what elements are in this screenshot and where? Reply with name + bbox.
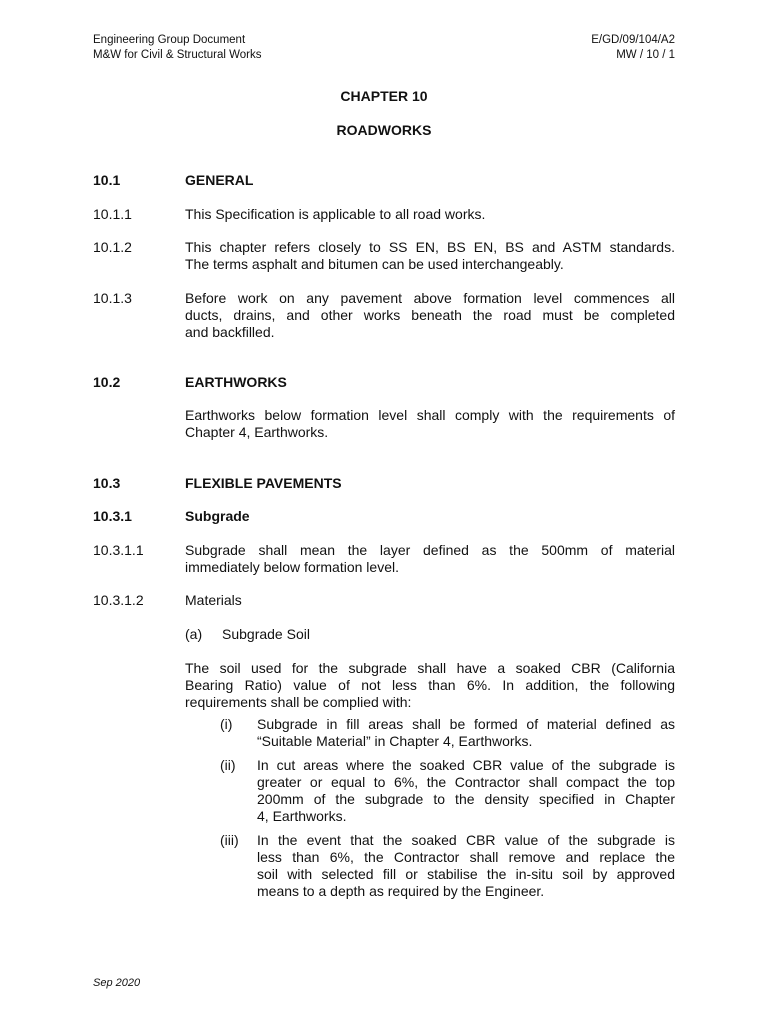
clause-text (185, 407, 675, 441)
footer-date: Sep 2020 (93, 977, 141, 989)
clause-heading: Materials (185, 592, 242, 608)
section-number: 10.1 (93, 172, 121, 188)
text-line: ducts, drains, and other works beneath the road must be completed (185, 307, 675, 323)
list-item-label: (i) (220, 716, 233, 732)
list-item-text (257, 757, 675, 825)
section-heading: GENERAL (185, 172, 254, 188)
text-line: This chapter refers closely to SS EN, BS EN, BS and ASTM standards. (185, 239, 675, 255)
text-line: requirements shall be complied with: (185, 694, 412, 710)
text-line: The terms asphalt and bitumen can be used interchangeably. (185, 256, 564, 272)
text-line: Bearing Ratio) value of not less than 6%. In addition, the following (185, 677, 675, 693)
text-line: In cut areas where the soaked CBR value of the subgrade is (257, 757, 675, 773)
header-left (93, 33, 261, 63)
text-line: Subgrade in fill areas shall be formed of material defined as (257, 716, 675, 732)
text-line: means to a depth as required by the Engineer. (257, 883, 545, 899)
header-doc-code: E/GD/09/104/A2 (591, 34, 675, 46)
text-line: soil with selected fill or stabilise the in-situ soil by approved (257, 866, 675, 882)
text-line: less than 6%, the Contractor shall remove and replace the (257, 849, 675, 865)
list-item-label: (iii) (220, 832, 239, 848)
subsection-heading: Subgrade (185, 508, 250, 524)
clause-text (185, 206, 675, 223)
list-item-label: (ii) (220, 757, 236, 773)
text-line: Earthworks below formation level shall comply with the requirements of (185, 407, 675, 423)
header-doc-type: Engineering Group Document (93, 34, 246, 46)
clause-number: 10.1.1 (93, 206, 132, 222)
subsection-number: 10.3.1 (93, 508, 132, 524)
clause-number: 10.3.1.1 (93, 542, 144, 558)
subclause-label: (a) (185, 626, 203, 642)
text-line: The soil used for the subgrade shall have a soaked CBR (California (185, 660, 675, 676)
section-number: 10.2 (93, 374, 121, 390)
list-item-text (257, 716, 675, 750)
header-right (591, 33, 675, 63)
list-item-text (257, 832, 675, 900)
clause-number: 10.1.2 (93, 239, 132, 255)
text-line: 200mm of the subgrade to the density specified in Chapter (257, 791, 675, 807)
header-doc-scope: M&W for Civil & Structural Works (93, 49, 262, 61)
subclause-title: Subgrade Soil (222, 626, 310, 642)
chapter-number: CHAPTER 10 (340, 88, 428, 104)
section-number: 10.3 (93, 475, 121, 491)
text-line: “Suitable Material” in Chapter 4, Earthworks. (257, 733, 533, 749)
text-line: In the event that the soaked CBR value of the subgrade is (257, 832, 675, 848)
clause-text (185, 239, 675, 273)
text-line: Before work on any pavement above formation level commences all (185, 290, 675, 306)
text-line: immediately below formation level. (185, 559, 399, 575)
clause-text (185, 660, 675, 711)
clause-text (185, 290, 675, 341)
text-line: 4, Earthworks. (257, 808, 347, 824)
chapter-title: ROADWORKS (336, 122, 432, 138)
clause-number: 10.3.1.2 (93, 592, 144, 608)
text-line: Chapter 4, Earthworks. (185, 424, 329, 440)
clause-text (185, 542, 675, 576)
text-line: greater or equal to 6%, the Contractor shall compact the top (257, 774, 675, 790)
clause-number: 10.1.3 (93, 290, 132, 306)
text-line: This Specification is applicable to all road works. (185, 206, 486, 222)
section-heading: FLEXIBLE PAVEMENTS (185, 475, 342, 491)
text-line: and backfilled. (185, 324, 275, 340)
header-page-ref: MW / 10 / 1 (616, 49, 675, 61)
section-heading: EARTHWORKS (185, 374, 287, 390)
text-line: Subgrade shall mean the layer defined as the 500mm of material (185, 542, 675, 558)
